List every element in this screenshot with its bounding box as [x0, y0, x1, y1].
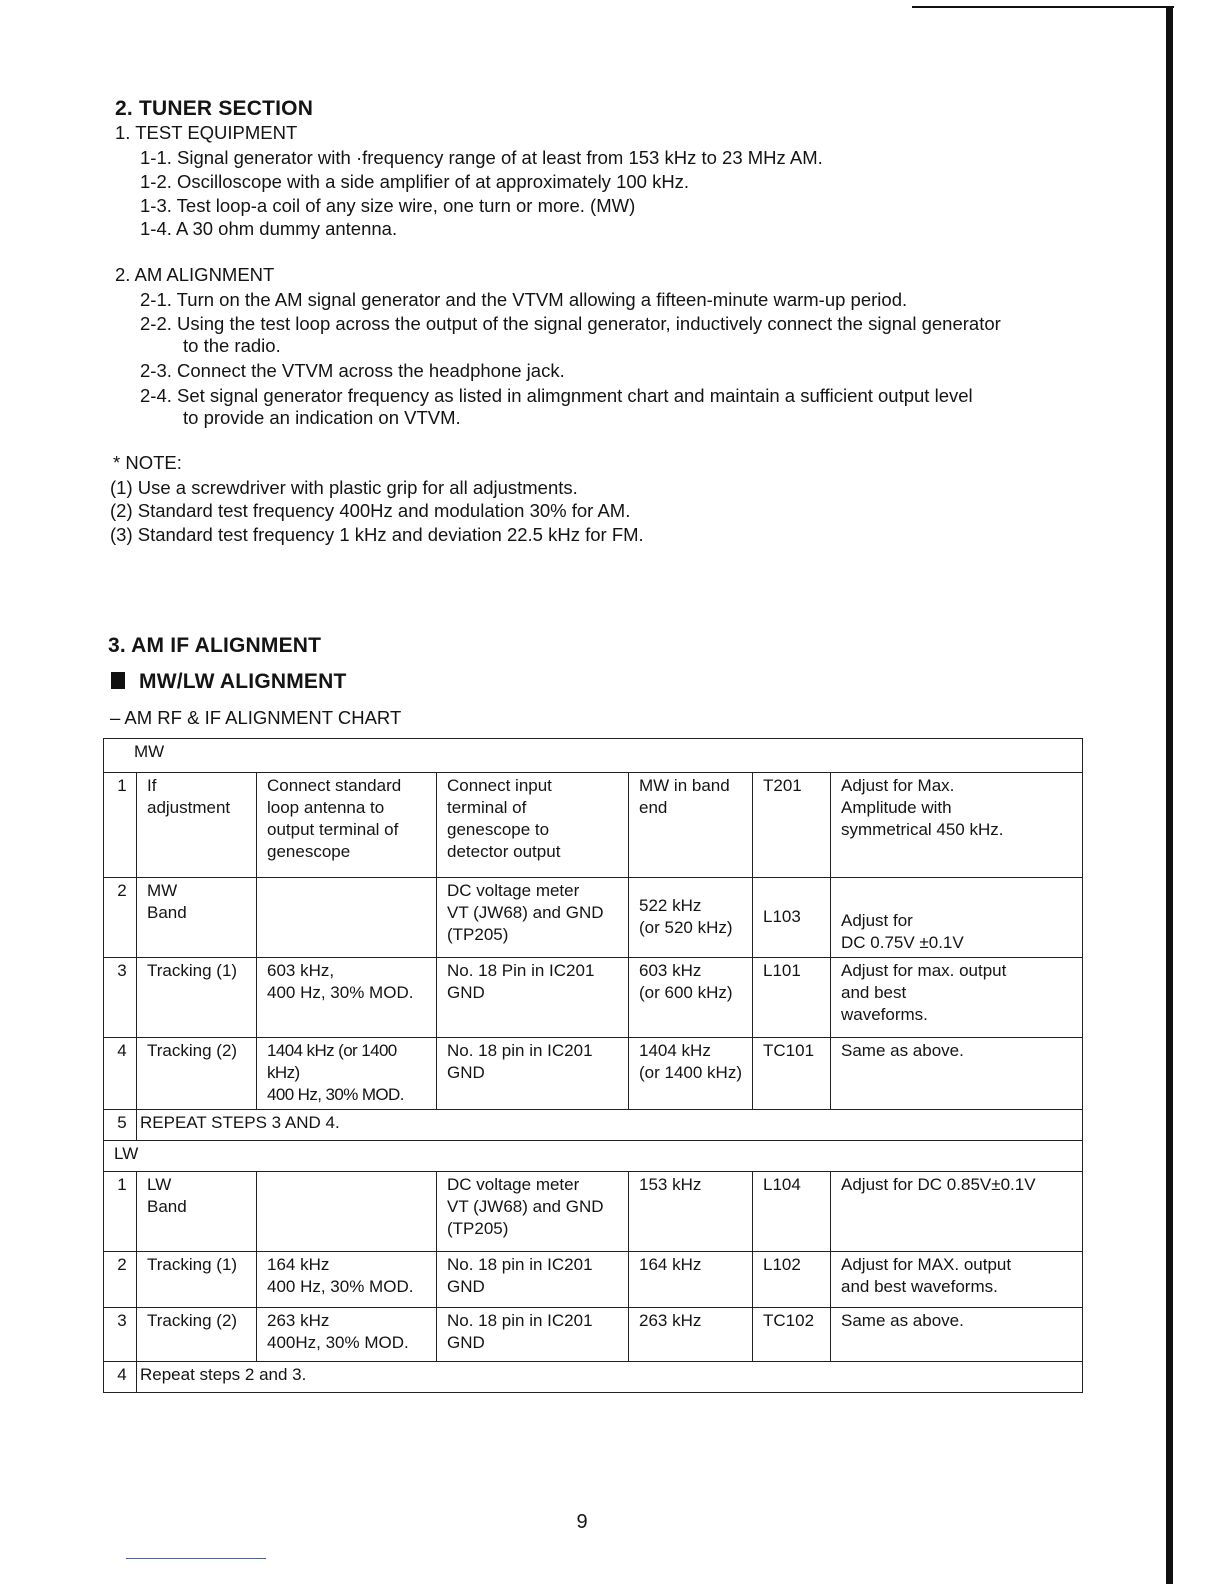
note-item: (3) Standard test frequency 1 kHz and deviation 22.5 kHz for FM. [110, 524, 644, 545]
test-equipment-item: 1-1. Signal generator with ·frequency range of at least from 153 kHz to 23 MHz AM. [140, 147, 823, 168]
adjust-cell: Adjust for DC 0.75V ±0.1V [831, 878, 1083, 958]
frequency-cell: 263 kHz [629, 1308, 753, 1362]
step-number: 3 [104, 958, 137, 1038]
step-number: 4 [104, 1362, 137, 1393]
input-cell: 164 kHz 400 Hz, 30% MOD. [257, 1252, 437, 1308]
chart-title: – AM RF & IF ALIGNMENT CHART [110, 707, 402, 728]
am-alignment-item: 2-2. Using the test loop across the output of the signal generator, inductively connect the signal generator [140, 313, 1001, 334]
page-edge-right [1166, 6, 1173, 1584]
page-edge-top [912, 6, 1174, 8]
frequency-cell: 164 kHz [629, 1252, 753, 1308]
input-cell: Connect standard loop antenna to output terminal of genescope [257, 773, 437, 878]
part-cell: TC102 [753, 1308, 831, 1362]
page-number: 9 [576, 1511, 588, 1533]
test-equipment-item: 1-2. Oscilloscope with a side amplifier of at approximately 100 kHz. [140, 171, 690, 192]
frequency-cell: MW in band end [629, 773, 753, 878]
test-equipment-item: 1-3. Test loop-a coil of any size wire, one turn or more. (MW) [140, 195, 636, 216]
frequency-cell: 522 kHz (or 520 kHz) [629, 878, 753, 958]
mw-label: MW [104, 739, 1083, 773]
tuner-section-heading: 2. TUNER SECTION [115, 97, 314, 120]
table-row [104, 1172, 1083, 1252]
step-cell: MW Band [137, 878, 257, 958]
step-number: 5 [104, 1110, 137, 1141]
mw-lw-subheading: MW/LW ALIGNMENT [111, 670, 347, 694]
table-row [104, 1038, 1083, 1110]
output-cell: No. 18 pin in IC201 GND [437, 1252, 629, 1308]
step-cell: Tracking (1) [137, 1252, 257, 1308]
step-cell: Tracking (2) [137, 1038, 257, 1110]
am-alignment-item-continued: to provide an indication on VTVM. [183, 407, 461, 428]
step-cell: LW Band [137, 1172, 257, 1252]
step-number: 1 [104, 1172, 137, 1252]
output-cell: DC voltage meter VT (JW68) and GND (TP205) [437, 878, 629, 958]
repeat-note: REPEAT STEPS 3 AND 4. [137, 1110, 1083, 1141]
alignment-chart [103, 738, 1083, 1393]
step-number: 2 [104, 878, 137, 958]
table-row [104, 1252, 1083, 1308]
output-cell: DC voltage meter VT (JW68) and GND (TP205) [437, 1172, 629, 1252]
table-row-repeat [104, 1362, 1083, 1393]
repeat-note: Repeat steps 2 and 3. [137, 1362, 1083, 1393]
part-cell: L103 [753, 878, 831, 958]
input-cell: 603 kHz, 400 Hz, 30% MOD. [257, 958, 437, 1038]
table-row [104, 773, 1083, 878]
am-if-heading: 3. AM IF ALIGNMENT [108, 634, 322, 657]
output-cell: No. 18 pin in IC201 GND [437, 1308, 629, 1362]
output-cell: No. 18 Pin in IC201 GND [437, 958, 629, 1038]
frequency-cell: 1404 kHz (or 1400 kHz) [629, 1038, 753, 1110]
note-title: * NOTE: [113, 452, 182, 473]
table-row [104, 1308, 1083, 1362]
lw-label: LW [104, 1141, 1083, 1172]
part-cell: TC101 [753, 1038, 831, 1110]
footer-line [126, 1558, 266, 1559]
part-cell: T201 [753, 773, 831, 878]
note-item: (2) Standard test frequency 400Hz and modulation 30% for AM. [110, 500, 631, 521]
table-row-repeat [104, 1110, 1083, 1141]
table-row [104, 878, 1083, 958]
am-alignment-item-continued: to the radio. [183, 335, 281, 356]
adjust-cell: Adjust for max. output and best waveforms. [831, 958, 1083, 1038]
output-cell: No. 18 pin in IC201 GND [437, 1038, 629, 1110]
adjust-cell: Adjust for DC 0.85V±0.1V [831, 1172, 1083, 1252]
step-number: 2 [104, 1252, 137, 1308]
test-equipment-title: 1. TEST EQUIPMENT [115, 122, 298, 143]
frequency-cell: 153 kHz [629, 1172, 753, 1252]
frequency-cell: 603 kHz (or 600 kHz) [629, 958, 753, 1038]
input-cell: 263 kHz 400Hz, 30% MOD. [257, 1308, 437, 1362]
table-row [104, 958, 1083, 1038]
am-alignment-title: 2. AM ALIGNMENT [115, 264, 275, 285]
part-cell: L102 [753, 1252, 831, 1308]
adjust-cell: Same as above. [831, 1038, 1083, 1110]
bullet-square-icon [111, 672, 125, 689]
input-cell: 1404 kHz (or 1400 kHz) 400 Hz, 30% MOD. [257, 1038, 437, 1110]
step-number: 4 [104, 1038, 137, 1110]
part-cell: L104 [753, 1172, 831, 1252]
am-alignment-item: 2-4. Set signal generator frequency as listed in alimgnment chart and maintain a sufficient output level [140, 385, 973, 406]
adjust-cell: Adjust for MAX. output and best waveforms. [831, 1252, 1083, 1308]
adjust-cell: Adjust for Max. Amplitude with symmetrical 450 kHz. [831, 773, 1083, 878]
test-equipment-item: 1-4. A 30 ohm dummy antenna. [140, 218, 398, 239]
input-cell [257, 1172, 437, 1252]
adjust-cell: Same as above. [831, 1308, 1083, 1362]
part-cell: L101 [753, 958, 831, 1038]
am-alignment-item: 2-3. Connect the VTVM across the headphone jack. [140, 360, 565, 381]
output-cell: Connect input terminal of genescope to detector output [437, 773, 629, 878]
am-alignment-item: 2-1. Turn on the AM signal generator and the VTVM allowing a fifteen-minute warm-up period. [140, 289, 908, 310]
note-item: (1) Use a screwdriver with plastic grip for all adjustments. [110, 477, 578, 498]
lw-group-row [104, 1141, 1083, 1172]
mw-group-row [104, 739, 1083, 773]
step-cell: Tracking (2) [137, 1308, 257, 1362]
step-cell: Tracking (1) [137, 958, 257, 1038]
step-number: 1 [104, 773, 137, 878]
step-number: 3 [104, 1308, 137, 1362]
input-cell [257, 878, 437, 958]
step-cell: If adjustment [137, 773, 257, 878]
